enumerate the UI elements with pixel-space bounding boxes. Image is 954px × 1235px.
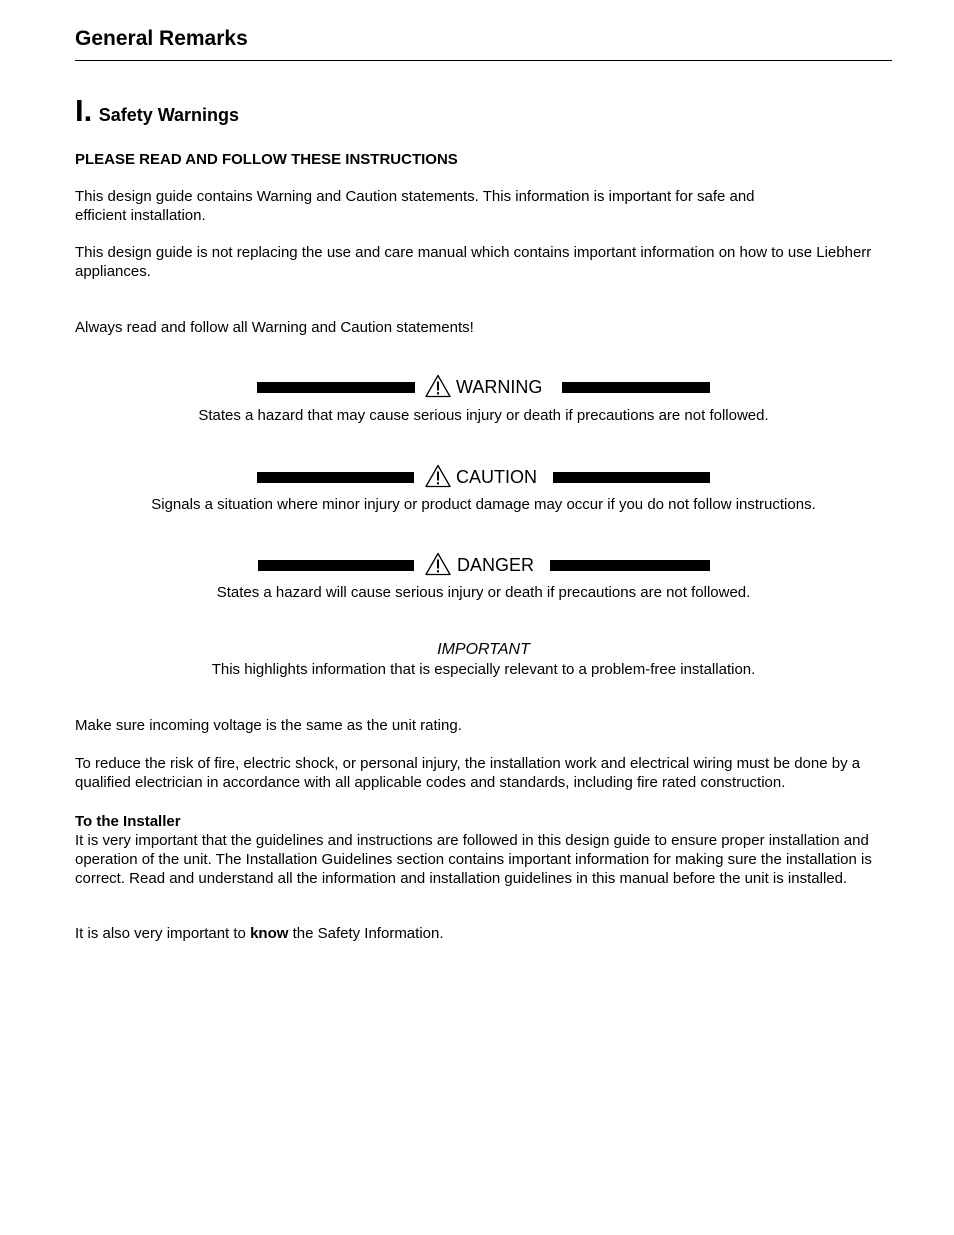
section-heading: [75, 93, 240, 130]
section-title: Safety Warnings: [98, 105, 240, 125]
warning-bar-right: [562, 382, 710, 393]
intro-paragraph-1: This design guide contains Warning and Caution statements. This information is important for safe and efficient installation.: [75, 188, 755, 224]
important-description: This highlights information that is especially relevant to a problem-free installation.: [211, 661, 756, 678]
page-title: General Remarks: [75, 27, 248, 50]
caution-bar-left: [257, 472, 414, 483]
danger-bar-left: [258, 560, 414, 571]
intro-paragraph-2: This design guide is not replacing the use and care manual which contains important information on how to use Liebherr appliances.: [75, 244, 872, 280]
warning-bar-left: [257, 382, 415, 393]
danger-label: DANGER: [457, 555, 535, 575]
closing-text-start: It is also very important to: [75, 925, 251, 942]
caution-banner: [257, 464, 710, 490]
installer-heading: To the Installer: [75, 813, 181, 830]
installer-paragraph: It is very important that the guidelines and instructions are followed in this design guide to ensure proper installation and operation of the unit. The Installation Guidelines section contains important information for making sure the installation is correct. Read and understand all the information and installation guidelines in this manual before the unit is installed.: [75, 832, 872, 887]
section-numeral: I.: [75, 93, 93, 128]
closing-emphasis: know: [250, 925, 289, 942]
closing-paragraph: [75, 924, 892, 943]
intro-paragraph-3: Always read and follow all Warning and Caution statements!: [75, 319, 474, 336]
caution-description: Signals a situation where minor injury or product damage may occur if you do not follow instructions.: [151, 496, 816, 513]
important-label: IMPORTANT: [437, 641, 530, 658]
danger-description: States a hazard will cause serious injury or death if precautions are not followed.: [216, 584, 751, 601]
danger-triangle-icon: [425, 552, 451, 576]
danger-bar-right: [550, 560, 710, 571]
warning-triangle-icon: [425, 374, 451, 398]
danger-banner: [258, 552, 710, 578]
voltage-paragraph: Make sure incoming voltage is the same as the unit rating.: [75, 717, 462, 734]
caution-label: CAUTION: [456, 467, 537, 487]
caution-triangle-icon: [425, 464, 451, 488]
warning-label: WARNING: [456, 377, 543, 397]
closing-text-end: the Safety Information.: [288, 925, 444, 942]
header-divider: [75, 60, 892, 61]
caution-bar-right: [553, 472, 710, 483]
instructions-heading: PLEASE READ AND FOLLOW THESE INSTRUCTIONS: [75, 151, 458, 168]
warning-description: States a hazard that may cause serious injury or death if precautions are not followed.: [198, 407, 769, 424]
warning-banner: [257, 374, 710, 400]
risk-paragraph: To reduce the risk of fire, electric shock, or personal injury, the installation work and electrical wiring must be done by a qualified electrician in accordance with all applicable codes and standards, including fire rated construction.: [75, 755, 861, 791]
